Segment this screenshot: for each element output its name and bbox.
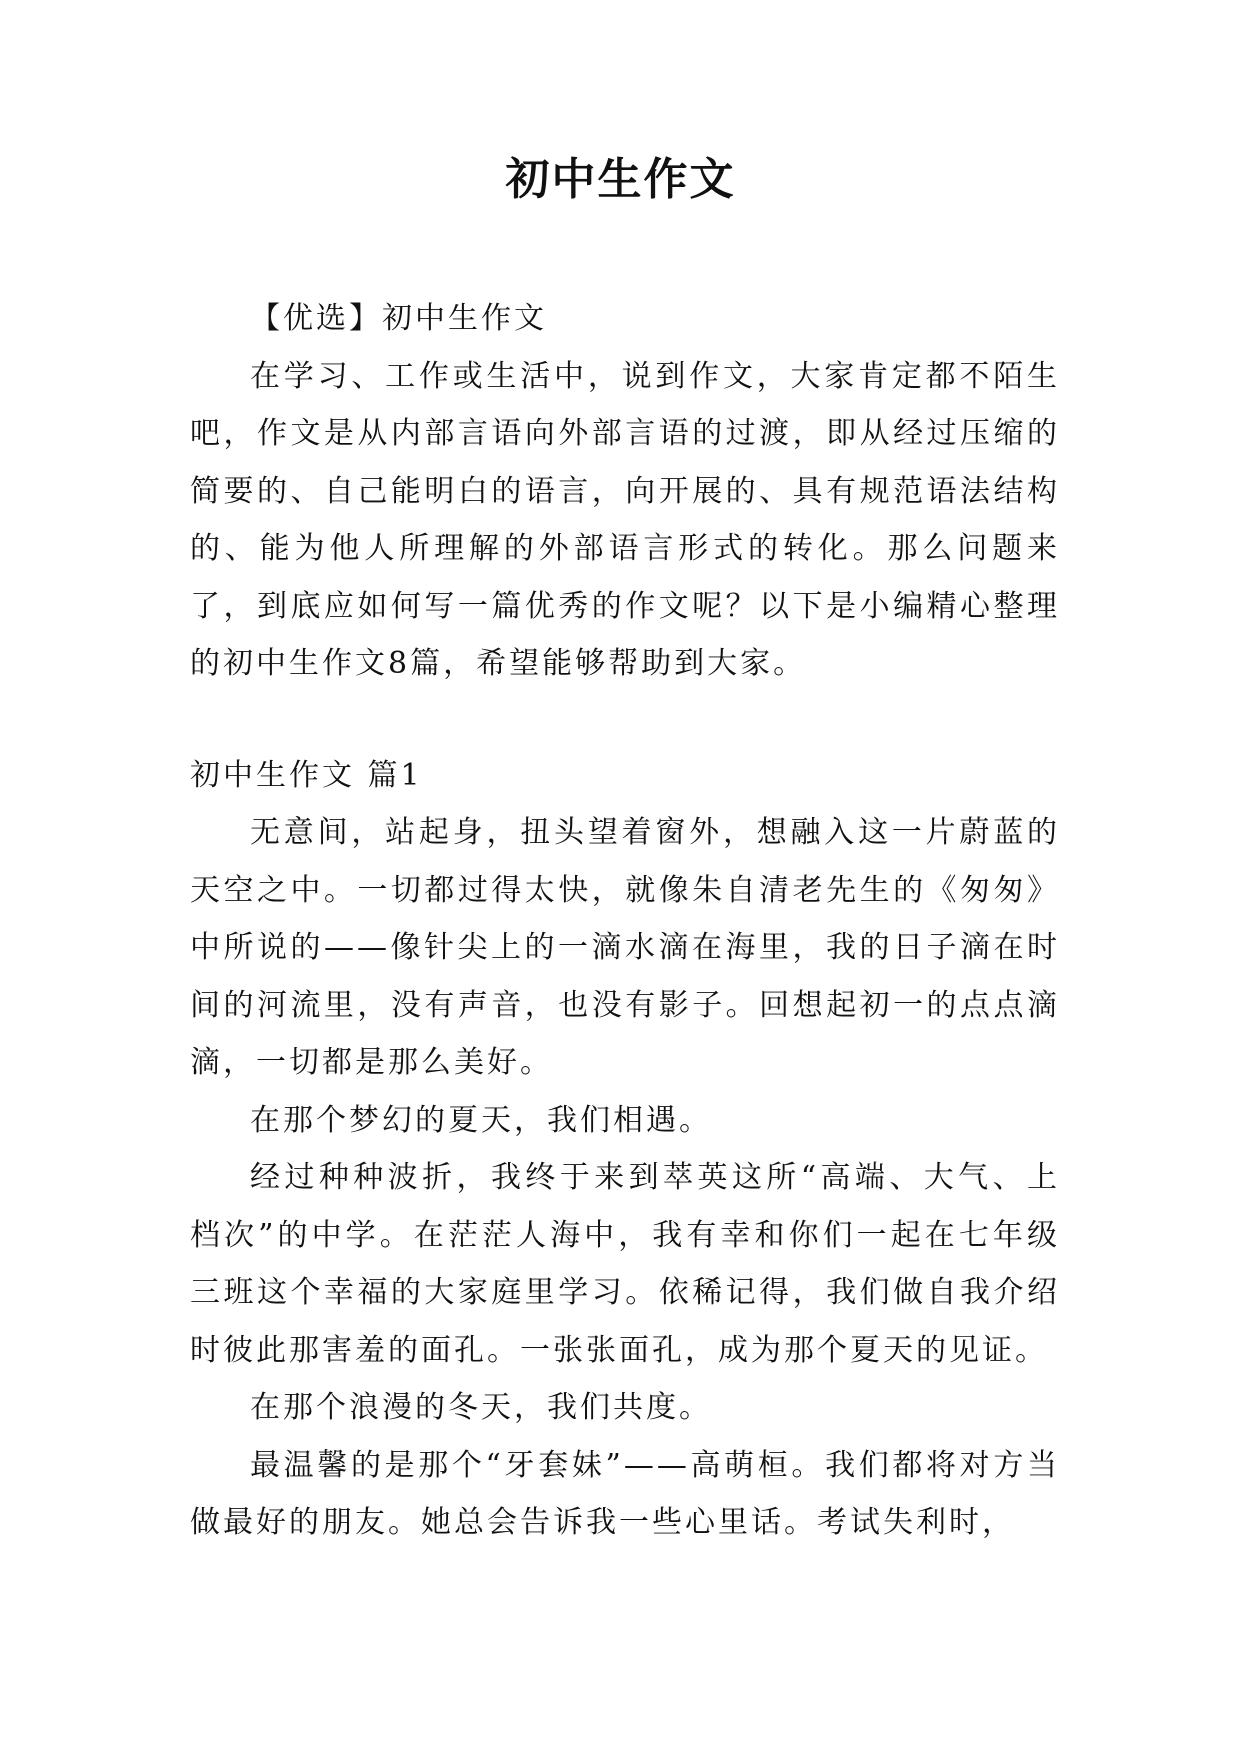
- body-paragraph: 在那个梦幻的夏天，我们相遇。: [250, 1102, 712, 1138]
- body-paragraph: 经过种种波折，我终于来到萃英这所“高端、大气、上档次”的中学。在茫茫人海中，我有幸和你们一起在七年级三班这个幸福的大家庭里学习。依稀记得，我们做自我介绍时彼此那害羞的面孔。一张张面孔，成为那个夏天的见证。: [190, 1160, 1060, 1368]
- intro-paragraph: 在学习、工作或生活中，说到作文，大家肯定都不陌生吧，作文是从内部言语向外部言语的过渡，即从经过压缩的简要的、自己能明白的语言，向开展的、具有规范语法结构的、能为他人所理解的外部语言形式的转化。那么问题来了，到底应如何写一篇优秀的作文呢？以下是小编精心整理的初中生作文8篇，希望能够帮助到大家。: [190, 358, 1060, 681]
- document-body: [190, 290, 1060, 1552]
- section-heading: 初中生作文 篇1: [190, 757, 423, 793]
- document-title: 初中生作文: [505, 154, 736, 205]
- tag-line: 【优选】初中生作文: [250, 301, 547, 336]
- body-paragraph: 在那个浪漫的冬天，我们共度。: [250, 1390, 712, 1425]
- body-paragraph: 无意间，站起身，扭头望着窗外，想融入这一片蔚蓝的天空之中。一切都过得太快，就像朱自清老先生的《匆匆》中所说的——像针尖上的一滴水滴在海里，我的日子滴在时间的河流里，没有声音，也没有影子。回想起初一的点点滴滴，一切都是那么美好。: [190, 815, 1060, 1080]
- body-paragraph: 最温馨的是那个“牙套妹”——高萌桓。我们都将对方当做最好的朋友。她总会告诉我一些心里话。考试失利时，: [190, 1447, 1060, 1540]
